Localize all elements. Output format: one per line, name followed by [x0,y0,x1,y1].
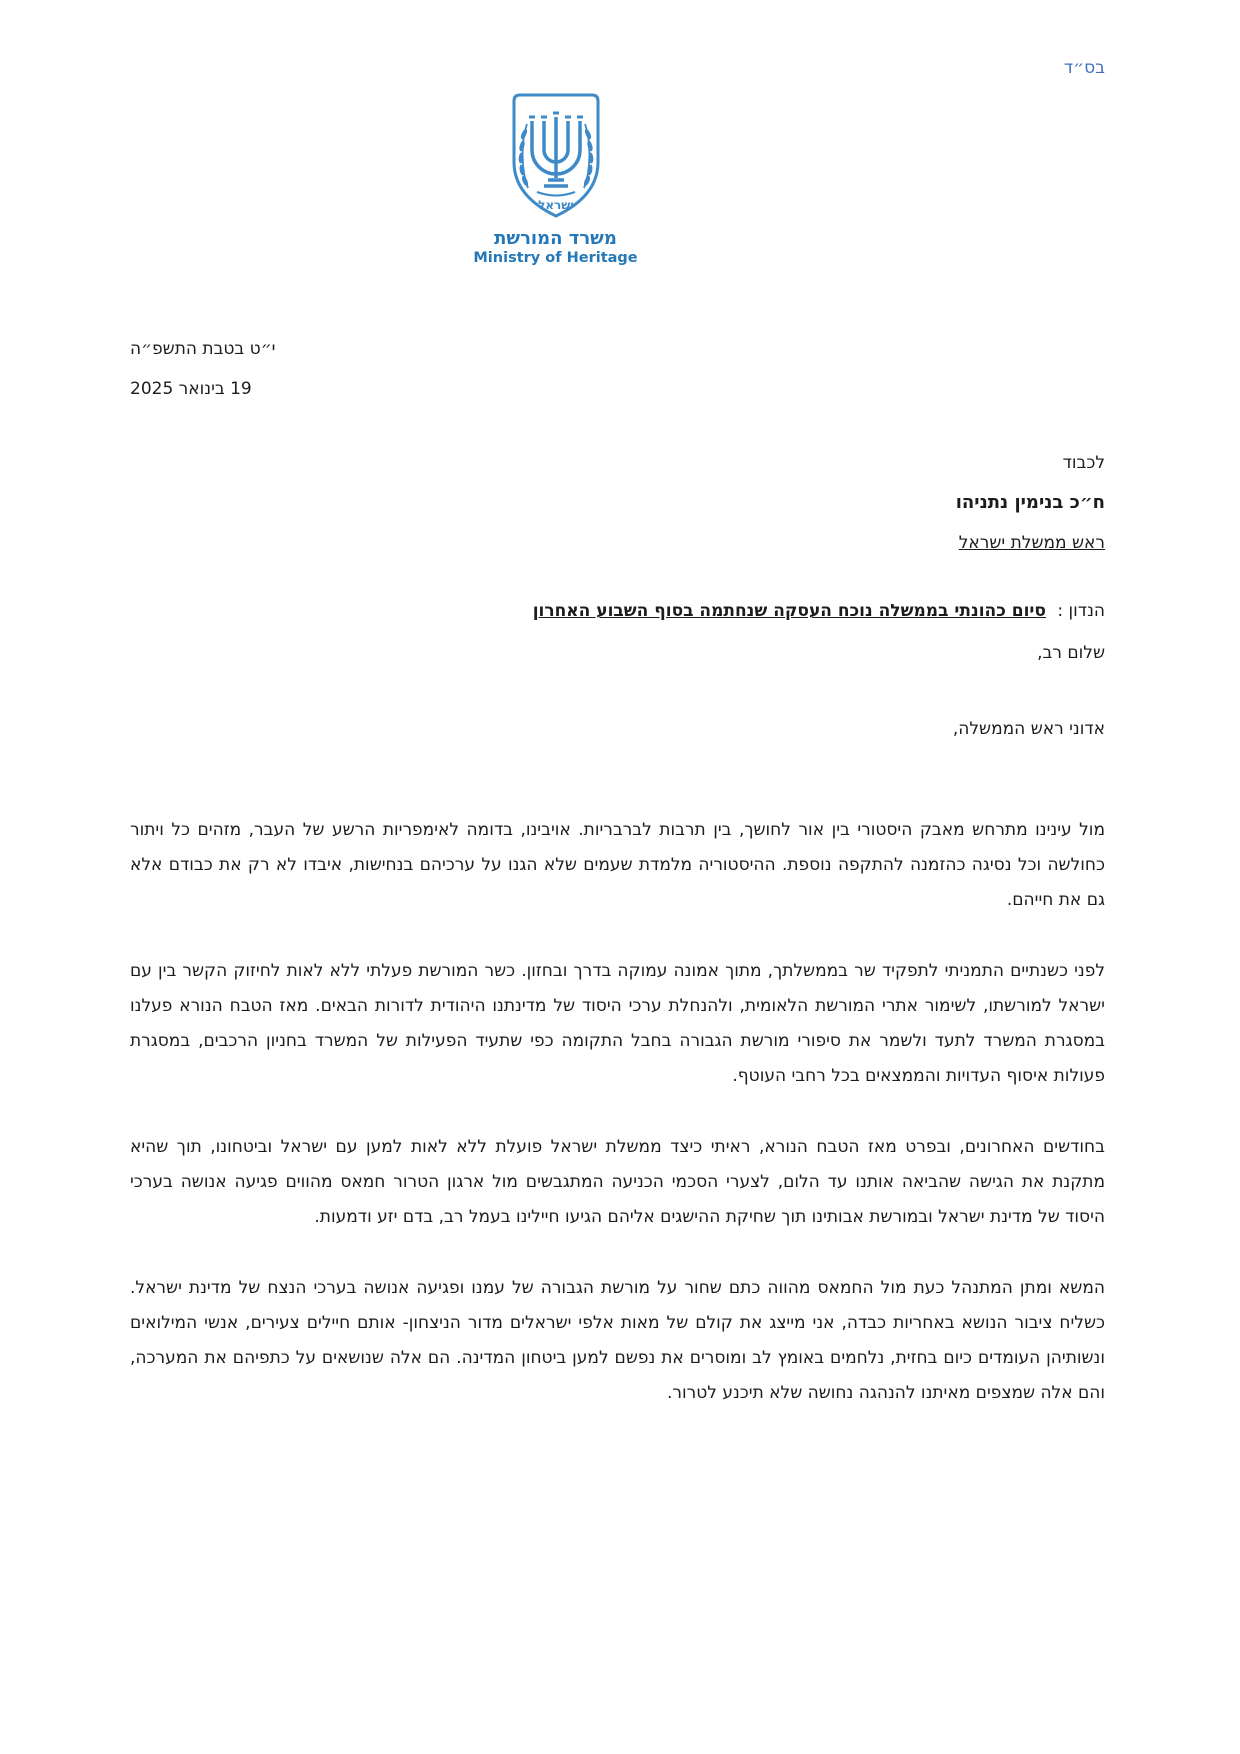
body-paragraph-4: המשא ומתן המתנהל כעת מול החמאס מהווה כתם שחור על מורשת הגבורה של עמנו ופגיעה אנושה בערכי הנצח של מדינת ישראל. כשליח ציבור הנושא באחריות כבדה, אני מייצג את קולם של מאות אלפי ישראלים מדור הניצחון- אותם חיילים צעירים, אנשי המילואים ונשותיהן העומדים כיום בחזית, נלחמים באומץ לב ומוסרים את נפשם למען ביטחון המדינה. הם אלה שנושאים על כתפיהם את המערכה, והם אלה שמצפים מאיתנו להנהגה נחושה שלא תיכנע לטרור. [130,1278,1105,1403]
ministry-header [68,90,1043,267]
subject-label: הנדון : [1057,601,1105,621]
greeting: שלום רב, [1037,643,1105,663]
ministry-name-english: Ministry of Heritage [473,250,638,266]
gregorian-date: 19 בינואר 2025 [130,379,252,399]
israel-state-emblem-icon [68,90,1043,224]
ministry-name-hebrew: משרד המורשת [494,228,617,249]
body-paragraph-2: לפני כשנתיים התמניתי לתפקיד שר בממשלתך, מתוך אמונה עמוקה בדרך ובחזון. כשר המורשת פעלתי ללא לאות לחיזוק הקשר בין עם ישראל למורשתו, לשימור אתרי המורשת הלאומית, ולהנחלת ערכי היסוד של מדינתנו היהודית לדורות הבאים. מאז הטבח הנורא פעלנו במסגרת המשרד לתעד ולשמר את סיפורי מורשת הגבורה בחבל התקומה כפי שתעיד הפעילות של המשרד בחניון הרכבים, במסגרת פעולות איסוף העדויות והממצאים בכל רחבי העוטף. [130,961,1105,1086]
emblem-israel-label: ישראל [537,198,574,212]
recipient-title: ראש ממשלת ישראל [958,533,1105,553]
emblem-svg [496,90,616,224]
bsd-marking: בס״ד [1063,58,1105,78]
hebrew-date: י״ט בטבת התשפ״ה [130,339,276,359]
body-paragraph-3: בחודשים האחרונים, ובפרט מאז הטבח הנורא, ראיתי כיצד ממשלת ישראל פועלת ללא לאות למען עם ישראל וביטחונו, תוך שהיא מתקנת את הגישה שהביאה אותנו עד הלום, לצערי הסכמי הכניעה המתגבשים מול ארגון הטרור חמאס מהווים פגיעה אנושה בערכי היסוד של מדינת ישראל ובמורשת אבותינו תוך שחיקת ההישגים אליהם הגיעו חיילינו בעמל רב, בדם יזע ודמעות. [130,1137,1105,1227]
body-paragraph-1: מול עינינו מתרחש מאבק היסטורי בין אור לחושך, בין תרבות לברבריות. אויבינו, בדומה לאימפריות הרשע של העבר, מזהים כל ויתור כחולשה וכל נסיגה כהזמנה להתקפה נוספת. ההיסטוריה מלמדת שעמים שלא הגנו על ערכיהם בנחישות, איבדו לא רק את כבודם אלא גם את חייהם. [130,820,1105,910]
recipient-block [130,443,1105,563]
subject-text: סיום כהונתי בממשלה נוכח העסקה שנחתמה בסוף השבוע האחרון [532,601,1046,621]
recipient-name: ח״כ בנימין נתניהו [955,492,1105,513]
date-block [130,329,1105,409]
subject-line [130,601,1105,621]
recipient-salutation: לכבוד [1062,453,1105,473]
opening-address: אדוני ראש הממשלה, [952,719,1105,739]
